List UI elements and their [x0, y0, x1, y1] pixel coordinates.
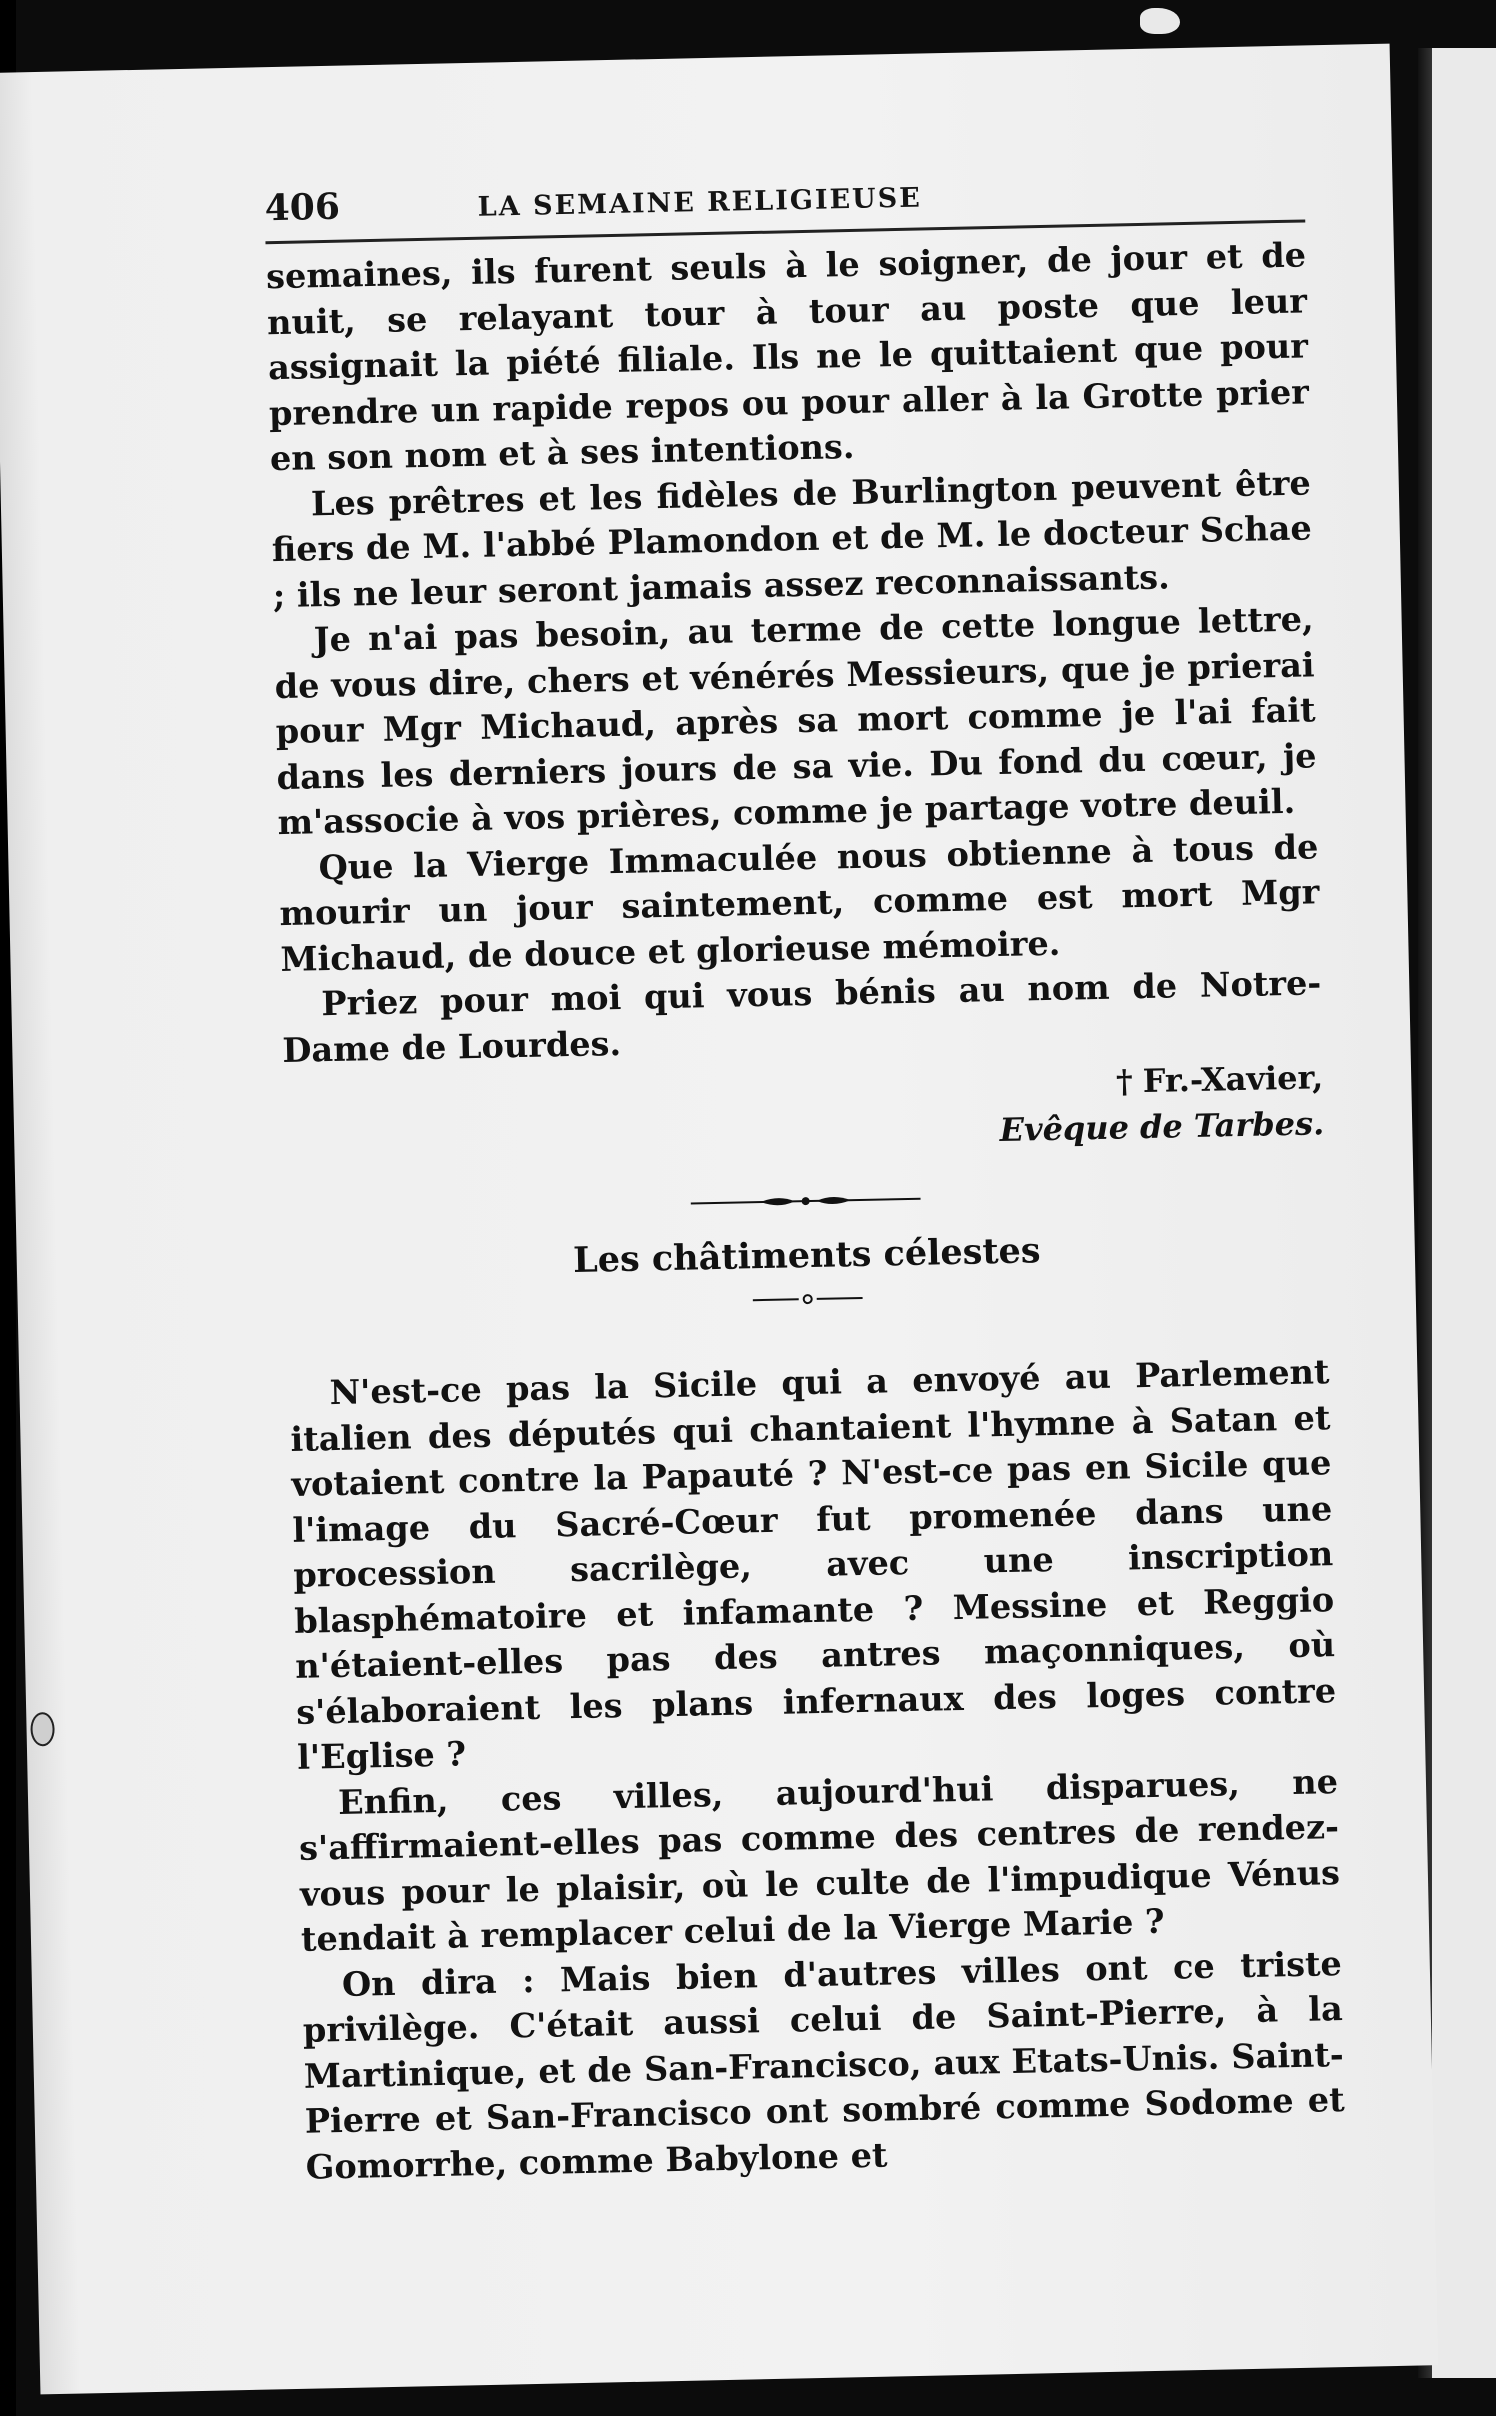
letter-paragraph: Que la Vierge Immaculée nous obtienne à tous de mourir un jour saintement, comme est mort Mgr Michaud, de douce et glorieuse mémoire.	[279, 826, 1320, 979]
running-title: LA SEMAINE RELIGIEUSE	[477, 182, 923, 223]
letter-paragraph: semaines, ils furent seuls à le soigner, de jour et de nuit, se relayant tour à tour au poste que leur assignait la piété filiale. Ils ne le quittaient que pour prendre un rapide repos ou pour aller à la Grotte prier en son nom et à ses intentions.	[265, 235, 1310, 479]
book-page	[0, 44, 1438, 2395]
letter-paragraph: Priez pour moi qui vous bénis au nom de Notre-Dame de Lourdes.	[281, 963, 1322, 1070]
letter-paragraph: Les prêtres et les fidèles de Burlington peuvent être fiers de M. l'abbé Plamondon et de M. le docteur Schae ; ils ne leur seront jamais assez reconnaissants.	[271, 462, 1313, 615]
ornament-rule-icon	[691, 1191, 921, 1212]
cross-symbol: †	[1115, 1062, 1134, 1101]
letter-text	[266, 232, 1325, 1168]
section-paragraph: N'est-ce pas la Sicile qui a envoyé au Parlement italien des députés qui chantaient l'hymne à Satan et votaient contre la Papauté ? N'est-ce pas en Sicile que l'image du Sacré-Cœur fut promenée dans une procession sacrilège, avec une inscription blasphématoire et infamante ? Messine et Reggio n'étaient-elles pas des antres maçonniques, où s'élaboraient les plans infernaux des loges contre l'Eglise ?	[290, 1352, 1337, 1777]
section-paragraph: Enfin, ces villes, aujourd'hui disparues, ne s'affirmaient-elles pas comme des centres de rendez-vous pour le plaisir, où le culte de l'impudique Vénus tendait à remplacer celui de la Vierge Marie ?	[298, 1761, 1341, 1959]
letter-paragraph: Je n'ai pas besoin, au terme de cette longue lettre, de vous dire, chers et vénérés Messieurs, que je prierai pour Mgr Michaud, après sa mort comme je l'ai fait dans les derniers jours de sa vie. Du fond du cœur, je m'associe à vos prières, comme je partage votre deuil.	[274, 599, 1317, 843]
paper-stain	[1140, 8, 1180, 34]
dash-circle-rule-icon	[753, 1291, 863, 1307]
signature-name: Fr.-Xavier,	[1142, 1058, 1324, 1101]
section-text	[289, 1349, 1346, 2190]
running-head	[264, 165, 1305, 229]
page-number: 406	[264, 185, 341, 230]
signature-title: Evêque de Tarbes.	[999, 1103, 1325, 1149]
letter-signature	[283, 1055, 1325, 1168]
section-ornament	[286, 1182, 1326, 1220]
binding-hole	[30, 1712, 55, 1746]
section-title-rule	[288, 1281, 1328, 1317]
page-content	[264, 165, 1346, 2189]
section-paragraph: On dira : Mais bien d'autres villes ont ce triste privilège. C'était aussi celui de Saint-Pierre, à la Martinique, et de San-Francisco, aux Etats-Unis. Saint-Pierre et San-Francisco ont sombré comme Sodome et Gomorrhe, comme Babylone et	[302, 1943, 1346, 2187]
section-title: Les châtiments célestes	[572, 1230, 1041, 1281]
